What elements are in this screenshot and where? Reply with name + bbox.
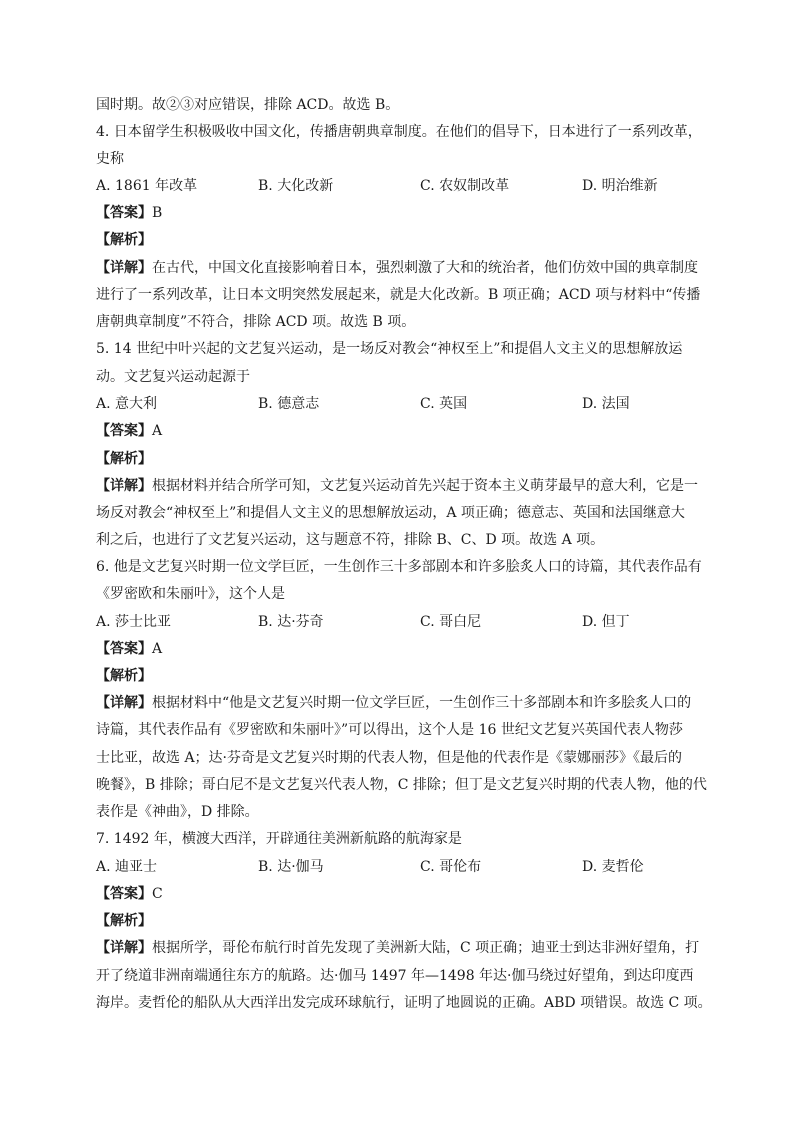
q5-detail-tag: 【详解】 <box>96 478 152 494</box>
q7-option-b: B. 达·伽马 <box>258 859 324 875</box>
q6-answer-tag: 【答案】 <box>96 641 152 657</box>
q4-analysis-label: 【解析】 <box>96 232 152 248</box>
q5-option-b: B. 德意志 <box>258 396 320 412</box>
q6-detail-line-5: 表作是《神曲》，D 排除。 <box>96 804 259 820</box>
q5-detail-text-1: 根据材料并结合所学可知，文艺复兴运动首先兴起于资本主义萌芽最早的意大利，它是一 <box>152 478 698 494</box>
q6-detail-text-1: 根据材料中“他是文艺复兴时期一位文学巨匠，一生创作三十多部剧本和许多脍炙人口的 <box>152 695 692 711</box>
q6-option-c: C. 哥白尼 <box>420 614 482 630</box>
q7-analysis-label: 【解析】 <box>96 913 152 929</box>
q7-detail-line-3: 海岸。麦哲伦的船队从大西洋出发完成环球航行，证明了地圆说的正确。ABD 项错误。故选 C 项。 <box>96 995 712 1011</box>
q7-option-c: C. 哥伦布 <box>420 859 482 875</box>
q6-answer-value: A <box>152 641 163 657</box>
q7-option-d: D. 麦哲伦 <box>582 859 644 875</box>
q4-detail-text-1: 在古代，中国文化直接影响着日本，强烈刺激了大和的统治者，他们仿效中国的典章制度 <box>152 260 698 276</box>
q6-analysis-label: 【解析】 <box>96 668 152 684</box>
q6-stem-line-2: 《罗密欧和朱丽叶》，这个人是 <box>96 586 285 602</box>
q7-detail-text-1: 根据所学，哥伦布航行时首先发现了美洲新大陆，C 项正确；迪亚士到达非洲好望角，打 <box>152 940 700 956</box>
q4-detail-line-3: 唐朝典章制度”不符合，排除 ACD 项。故选 B 项。 <box>96 314 416 330</box>
q6-detail-line-2: 诗篇，其代表作品有《罗密欧和朱丽叶》”可以得出，这个人是 16 世纪文艺复兴英国代表人物莎 <box>96 722 683 738</box>
q6-option-a: A. 莎士比亚 <box>96 614 172 630</box>
q7-stem-line-1: 7. 1492 年，横渡大西洋，开辟通往美洲新航路的航海家是 <box>96 831 462 847</box>
q6-option-d: D. 但丁 <box>582 614 630 630</box>
q5-answer-tag: 【答案】 <box>96 423 152 439</box>
q5-stem-line-2: 动。文艺复兴运动起源于 <box>96 369 250 385</box>
q5-detail-line-3: 利之后，也进行了文艺复兴运动，这与题意不符，排除 B、C、D 项。故选 A 项。 <box>96 532 605 548</box>
q6-detail-line-4: 晚餐》，B 排除；哥白尼不是文艺复兴代表人物，C 排除；但丁是文艺复兴时期的代表人物，他的代 <box>96 777 707 793</box>
q7-detail-line-1 <box>96 939 706 957</box>
q5-option-a: A. 意大利 <box>96 396 158 412</box>
q7-option-a: A. 迪亚士 <box>96 859 158 875</box>
q7-detail-line-2: 开了绕道非洲南端通往东方的航路。达·伽马 1497 年—1498 年达·伽马绕过好望角，到达印度西 <box>96 968 694 984</box>
q6-detail-tag: 【详解】 <box>96 695 152 711</box>
q4-answer <box>96 204 706 222</box>
q5-stem-line-1: 5. 14 世纪中叶兴起的文艺复兴运动，是一场反对教会“神权至上”和提倡人文主义的思想解放运 <box>96 341 683 357</box>
q7-answer <box>96 885 706 903</box>
q7-detail-tag: 【详解】 <box>96 940 152 956</box>
q5-detail-line-1 <box>96 477 706 495</box>
q5-analysis-label: 【解析】 <box>96 451 152 467</box>
q4-answer-tag: 【答案】 <box>96 205 152 221</box>
q6-stem-line-1: 6. 他是文艺复兴时期一位文学巨匠，一生创作三十多部剧本和许多脍炙人口的诗篇，其代表作品有 <box>96 559 702 575</box>
q6-detail-line-3: 士比亚，故选 A；达·芬奇是文艺复兴时期的代表人物，但是他的代表作是《蒙娜丽莎》《最后的 <box>96 750 683 766</box>
q5-option-c: C. 英国 <box>420 396 468 412</box>
q7-answer-value: C <box>152 886 163 902</box>
q5-detail-line-2: 场反对教会“神权至上”和提倡人文主义的思想解放运动，A 项正确；德意志、英国和法国继意大 <box>96 505 685 521</box>
q4-stem-line-2: 史称 <box>96 151 124 167</box>
q6-detail-line-1 <box>96 694 706 712</box>
q4-stem-line-1: 4. 日本留学生积极吸收中国文化，传播唐朝典章制度。在他们的倡导下，日本进行了一系列改革， <box>96 124 702 140</box>
q5-option-d: D. 法国 <box>582 396 630 412</box>
q6-option-b: B. 达·芬奇 <box>258 614 324 630</box>
q4-detail-line-2: 进行了一系列改革，让日本文明突然发展起来，就是大化改新。B 项正确；ACD 项与材料中“传播 <box>96 287 701 303</box>
q4-answer-value: B <box>152 205 163 221</box>
q4-detail-tag: 【详解】 <box>96 260 152 276</box>
q4-option-d: D. 明治维新 <box>582 178 658 194</box>
q5-answer-value: A <box>152 423 163 439</box>
q4-option-b: B. 大化改新 <box>258 178 334 194</box>
q6-answer <box>96 640 706 658</box>
q4-detail-line-1 <box>96 259 706 277</box>
q3-tail: 国时期。故②③对应错误，排除 ACD。故选 B。 <box>96 97 400 113</box>
q5-answer <box>96 422 706 440</box>
q4-option-c: C. 农奴制改革 <box>420 178 510 194</box>
q4-option-a: A. 1861 年改革 <box>96 178 198 194</box>
q7-answer-tag: 【答案】 <box>96 886 152 902</box>
